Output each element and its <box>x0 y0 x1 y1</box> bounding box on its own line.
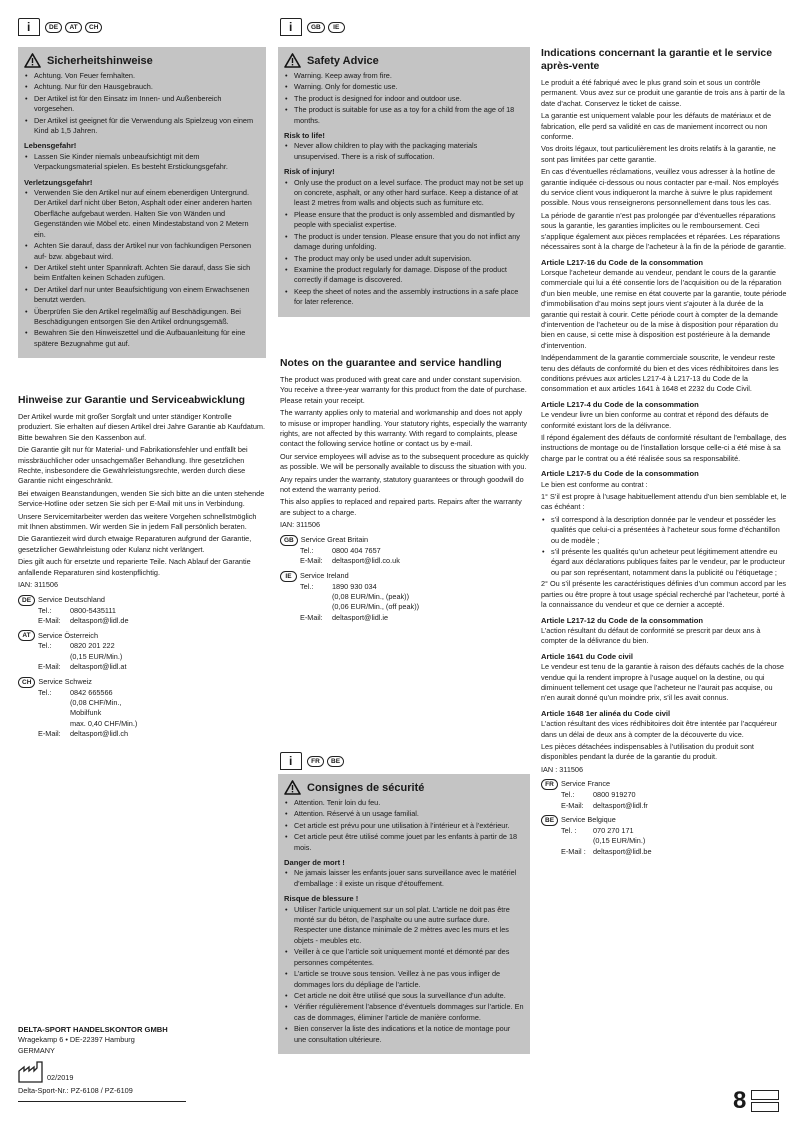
contact-value: 070 270 171 <box>593 826 634 835</box>
contact-value: 0800 919270 <box>593 790 636 800</box>
service-contact <box>541 779 787 811</box>
service-name: Service Deutschland <box>38 594 105 604</box>
section-title: Indications concernant la garantie et le service après-vente <box>541 48 772 72</box>
page-number-text: 8 <box>733 1087 747 1114</box>
list-item: • Warning. Keep away from fire. <box>284 71 524 81</box>
contact-label: Tel.: <box>561 790 575 800</box>
contact-value: (0,15 EUR/Min.) <box>593 836 646 846</box>
safety-subheading: Risk to life! <box>284 131 325 141</box>
list-item: • Der Artikel ist geeignet für die Verwendung als Spielzeug von einem Kind ab 1,5 Jahren. <box>24 116 260 137</box>
service-heading <box>18 630 266 641</box>
service-name: Service Schweiz <box>38 676 92 686</box>
list-item: • Cet article peut être utilisé comme jouet par les enfants à partir de 18 mois. <box>284 832 524 853</box>
list-item: • Ne jamais laisser les enfants jouer sans surveillance avec le matériel d’emballage : il existe un risque d’étouffement. <box>284 868 524 889</box>
contact-label: E-Mail : <box>561 846 586 856</box>
guarantee-section-en <box>280 357 530 623</box>
service-contact <box>280 571 530 624</box>
paragraph: Indépendamment de la garantie commerciale souscrite, le vendeur reste tenu des défauts de conformité du bien et des vices rédhibitoires dans les conditions prévues aux articles L217-4 à L217-13 du Code de la consommation et aux articles 1641 à 1648 et 2232 du Code Civil. <box>541 353 779 394</box>
contact-value: (0,06 EUR/Min., (off peak)) <box>332 602 420 612</box>
contact-label <box>561 836 593 846</box>
service-heading <box>18 595 266 606</box>
service-heading <box>541 815 787 826</box>
country-badge: DE <box>45 22 62 33</box>
contact-row <box>18 729 266 739</box>
list-item: • L’article se trouve sous tension. Veillez à ne pas vous infliger de dommages lors du dépliage de l’article. <box>284 969 524 990</box>
list-item: • Der Artikel darf nur unter Beaufsichtigung von einem Erwachsenen benutzt werden. <box>24 285 260 306</box>
language-header-de <box>18 18 102 36</box>
paragraph: L’action résultant du défaut de conformité se prescrit par deux ans à compter de la délivrance du bien. <box>541 625 761 646</box>
list-item: • Der Artikel steht unter Spannkraft. Achten Sie darauf, dass Sie sich beim Entfalten keinen Schaden zufügen. <box>24 263 260 284</box>
service-heading <box>280 571 530 582</box>
list-item: • s’il correspond à la description donnée par le vendeur et posséder les qualités que celui-ci a présentées à l’acheteur sous forme d’échantillon ou de modèle ; <box>541 515 787 546</box>
contact-label: Tel.: <box>38 641 52 651</box>
page-number <box>733 1088 779 1114</box>
contact-label: E-Mail: <box>300 556 323 566</box>
safety-list <box>284 178 524 308</box>
service-contact <box>541 815 787 857</box>
warning-icon <box>284 780 301 795</box>
contact-label: E-Mail: <box>300 612 323 622</box>
contact-row <box>280 582 530 592</box>
contact-label: Tel. : <box>561 826 577 835</box>
list-item: • The product is designed for indoor and outdoor use. <box>284 94 524 104</box>
contact-value: (0,08 CHF/Min., <box>70 697 122 707</box>
safety-title-text: Safety Advice <box>307 54 379 67</box>
list-item: • Der Artikel ist für den Einsatz im Innen- und Außenbereich vorgesehen. <box>24 94 260 115</box>
language-header-en <box>280 18 345 36</box>
contact-row <box>541 847 787 857</box>
contact-row <box>280 546 530 556</box>
country-badge: BE <box>327 756 344 767</box>
manufacturer-footer <box>18 1025 188 1102</box>
article-heading: Article 1641 du Code civil <box>541 651 634 661</box>
list-item: • The product is suitable for use as a toy for a child from the age of 18 months. <box>284 105 524 126</box>
safety-box-de <box>18 47 266 358</box>
contact-label: Tel.: <box>300 581 314 591</box>
contact-label <box>300 592 332 602</box>
service-name: Service Great Britain <box>300 534 369 544</box>
paragraph: IAN : 311506 <box>541 764 584 774</box>
paragraph: 2° Ou s’il présente les caractéristiques définies d’un commun accord par les parties ou être propre à tout usage spécial recherché par l’acheteur, porté à la connaissance du vendeur et que ce dernier a accepté. <box>541 579 787 610</box>
country-badge: GB <box>307 22 325 33</box>
list-item: • Achtung. Von Feuer fernhalten. <box>24 71 260 81</box>
service-contact <box>280 535 530 567</box>
paragraph: The warranty applies only to material and workmanship and does not apply to misuse or improper handling. Your statutory rights, especially the warranty rights, are not affected by this warranty. With regard to complaints, please contact the following service hotline or contact us by e-mail. <box>280 408 528 449</box>
country-badge: DE <box>18 595 35 606</box>
info-book-icon <box>18 18 40 36</box>
paragraph: Die Garantiezeit wird durch etwaige Reparaturen aufgrund der Garantie, gesetzlicher Gewährleistung oder Kulanz nicht verlängert. <box>18 534 252 554</box>
contact-row <box>280 602 530 612</box>
article-heading: Article L217-16 du Code de la consommation <box>541 257 704 267</box>
contact-value: deltasport@lidl.at <box>70 662 127 672</box>
safety-list <box>284 905 524 1045</box>
service-contact <box>18 677 266 740</box>
warning-icon <box>24 53 41 68</box>
contact-row <box>280 592 530 602</box>
contact-label: Tel.: <box>38 687 52 697</box>
safety-list <box>284 868 524 889</box>
safety-box-en <box>278 47 530 317</box>
service-name: Service Ireland <box>300 570 349 580</box>
service-name: Service Österreich <box>38 630 99 640</box>
paragraph: Vos droits légaux, tout particulièrement les droits relatifs à la garantie, ne sont pas limitées par cette garantie. <box>541 144 776 164</box>
paragraph: Die Garantie gilt nur für Material- und Fabrikationsfehler und entfällt bei missbräuchlicher oder unsachgemäßer Behandlung. Ihre gesetzlichen Rechte, insbesondere die Gewährleistungsrechte, werden durch diese Garantie nicht eingeschränkt. <box>18 445 248 486</box>
safety-list <box>284 141 524 162</box>
list-item: • Verwenden Sie den Artikel nur auf einem ebenerdigen Untergrund. Der Artikel darf nicht über Beton, Asphalt oder einer anderen harten Oberfläche aufgebaut werden. Halten Sie von Wänden und Gegenständen wie Möbel etc. einen Mindestabstand von 2 Metern ein. <box>24 188 260 240</box>
contact-row <box>18 662 266 672</box>
paragraph: Le vendeur est tenu de la garantie à raison des défauts cachés de la chose vendue qui la rendent impropre à l’usage auquel on la destine, ou qui diminuent tellement cet usage que l’acheteur ne l’aurait pas acquise, ou n’en aurait donné qu’un moindre prix, s’il les avait connus. <box>541 662 784 703</box>
contact-row <box>18 719 266 729</box>
service-heading <box>18 677 266 688</box>
paragraph: Lorsque l’acheteur demande au vendeur, pendant le cours de la garantie commerciale qui lui a été consentie lors de l’acquisition ou de la réparation d’un bien meuble, une remise en état couverte par la garantie, toute période d’immobilisation d’au moins sept jours vient s’ajouter à la durée de la garantie qui restait à courir. Cette période court à compter de la demande d’intervention de l’acheteur ou de la mise à disposition pour réparation du bien en cause, si cette mise à disposition est postérieure à la demande d’intervention. <box>541 267 787 350</box>
paragraph: Le bien est conforme au contrat : <box>541 479 648 489</box>
list-item: • Bien conserver la liste des indications et la notice de montage pour une consultation ultérieure. <box>284 1024 524 1045</box>
article-heading: Article 1648 1er alinéa du Code civil <box>541 708 671 718</box>
country-badge: CH <box>18 677 35 688</box>
paragraph: IAN: 311506 <box>18 580 59 590</box>
paragraph: Les pièces détachées indispensables à l’utilisation du produit sont disponibles pendant la durée de la garantie du produit. <box>541 741 754 762</box>
contact-value: deltasport@lidl.co.uk <box>332 556 400 566</box>
info-book-icon <box>280 18 302 36</box>
contact-value: deltasport@lidl.fr <box>593 800 648 810</box>
contact-label <box>38 698 70 708</box>
booklet-icon <box>751 1090 779 1112</box>
contact-value: 0800 404 7657 <box>332 545 381 555</box>
paragraph: La période de garantie n’est pas prolongée par d’éventuelles réparations sous la garantie, les garanties implicites ou le remboursement. Ceci s’applique également aux pièces remplacées et réparées. Les réparations nécessaires sont à la charge de l’acheteur à la fin de la période de garantie. <box>541 210 787 252</box>
safety-list <box>284 798 524 853</box>
info-book-icon <box>280 752 302 770</box>
contact-value: 0800-5435111 <box>70 605 116 615</box>
service-heading <box>280 535 530 546</box>
divider <box>18 1101 186 1102</box>
guarantee-section-fr <box>541 47 787 857</box>
contact-value: deltasport@lidl.ie <box>332 612 389 622</box>
contact-row <box>18 606 266 616</box>
list-item: • Keep the sheet of notes and the assembly instructions in a safe place for later reference. <box>284 287 524 308</box>
article-number: Delta-Sport-Nr.: PZ-6108 / PZ-6109 <box>18 1086 133 1096</box>
list-item: • Attention. Réservé à un usage familial. <box>284 809 524 819</box>
contact-value: (0,15 EUR/Min.) <box>70 651 123 661</box>
country-badge: CH <box>85 22 102 33</box>
paragraph: The product was produced with great care and under constant supervision. You receive a three-year warranty for this product from the date of purchase. Please retain your receipt. <box>280 375 527 405</box>
contact-row <box>18 616 266 626</box>
language-header-fr <box>280 752 344 770</box>
contact-value: 0842 665566 <box>70 687 113 697</box>
contact-label: Tel.: <box>300 545 314 555</box>
contact-label: E-Mail: <box>38 662 61 672</box>
contact-value: (0,08 EUR/Min., (peak)) <box>332 591 410 601</box>
service-contact <box>18 630 266 672</box>
safety-subheading: Lebensgefahr! <box>24 141 77 151</box>
contact-value: deltasport@lidl.de <box>70 615 129 625</box>
list-item: • Achten Sie darauf, dass der Artikel nur von fachkundigen Personen auf- bzw. abgebaut wird. <box>24 241 260 262</box>
contact-label <box>38 719 70 729</box>
list-item: • Bewahren Sie den Hinweiszettel und die Aufbauanleitung für eine spätere Bezugnahme gut auf. <box>24 328 260 349</box>
paragraph: En cas d’éventuelles réclamations, veuillez vous adresser à la hotline de garantie indiquée ci-dessous ou nous contacter par e-mail. Nos employés du service client vous indiqueront la marche à suivre le plus rapidement possible. Nous vous renseignerons personnellement dans tous les cas. <box>541 167 779 208</box>
list-item: • Cet article ne doit être utilisé que sous la surveillance d’un adulte. <box>284 991 524 1001</box>
safety-list <box>24 188 260 349</box>
paragraph: Unsere Servicemitarbeiter werden das weitere Vorgehen schnellstmöglich mit Ihnen abstimmen. Wir werden Sie in jedem Fall persönlich beraten. <box>18 511 257 532</box>
manufacture-date: 02/2019 <box>47 1072 74 1082</box>
contact-row <box>18 652 266 662</box>
list-item: • s’il présente les qualités qu’un acheteur peut légitimement attendre eu égard aux déclarations publiques faites par le vendeur, par le producteur ou par son représentant, notamment dans la publicité ou l’étiquetage ; <box>541 547 787 578</box>
country-badge: AT <box>18 630 35 641</box>
contact-row <box>541 801 787 811</box>
safety-subheading: Verletzungsgefahr! <box>24 177 93 187</box>
company-name: DELTA-SPORT HANDELSKONTOR GMBH <box>18 1025 168 1034</box>
country-badge: GB <box>280 535 298 546</box>
safety-title <box>24 53 260 68</box>
safety-list <box>284 71 524 126</box>
guarantee-section-de <box>18 394 266 740</box>
section-title: Notes on the guarantee and service handling <box>280 358 502 369</box>
service-heading <box>541 779 787 790</box>
article-heading: Article L217-12 du Code de la consommation <box>541 615 704 625</box>
list-item: • Attention. Tenir loin du feu. <box>284 798 524 808</box>
paragraph: Our service employees will advise as to the subsequent procedure as quickly as possible. We will be personally available to discuss the situation with you. <box>280 451 529 472</box>
contact-label <box>38 708 70 718</box>
country-badge: BE <box>541 815 558 826</box>
company-address: Wragekamp 6 • DE-22397 Hamburg <box>18 1035 135 1045</box>
list-item: • Vérifier régulièrement l’absence d’éventuels dommages sur l’article. En cas de dommages, éliminer l’article de manière conforme. <box>284 1002 524 1023</box>
factory-icon <box>18 1061 44 1083</box>
paragraph: La garantie est uniquement valable pour les défauts de matériaux et de fabrication, elle perd sa validité en cas de maniement incorrect ou non conforme. <box>541 111 772 142</box>
paragraph: Le vendeur livre un bien conforme au contrat et répond des défauts de conformité existant lors de la délivrance. <box>541 410 769 430</box>
contact-value: 0820 201 222 <box>70 641 115 651</box>
company-country: GERMANY <box>18 1045 55 1055</box>
list-item: • Please ensure that the product is only assembled and dismantled by people with specialist expertise. <box>284 210 524 231</box>
paragraph: Bei etwaigen Beanstandungen, wenden Sie sich bitte an die unten stehende Service-Hotline oder setzen Sie sich per E-Mail mit uns in Verbindung. <box>18 488 265 509</box>
safety-subheading: Risk of injury! <box>284 167 335 177</box>
country-badge: IE <box>280 571 297 582</box>
list-item: • Never allow children to play with the packaging materials unsupervised. There is a risk of suffocation. <box>284 141 524 162</box>
paragraph: This also applies to replaced and repaired parts. Repairs after the warranty are subject to a charge. <box>280 497 522 517</box>
list-item: • Lassen Sie Kinder niemals unbeaufsichtigt mit dem Verpackungsmaterial spielen. Es besteht Erstickungsgefahr. <box>24 152 260 173</box>
contact-row <box>18 698 266 708</box>
country-badge: FR <box>307 756 324 767</box>
list-item: • Cet article est prévu pour une utilisation à l’intérieur et à l’extérieur. <box>284 821 524 831</box>
safety-list <box>24 71 260 136</box>
article-list <box>541 515 787 578</box>
safety-title <box>284 53 524 68</box>
safety-box-fr <box>278 774 530 1054</box>
service-name: Service France <box>561 779 611 789</box>
list-item: • Veiller à ce que l’article soit uniquement monté et démonté par des personnes compétentes. <box>284 947 524 968</box>
contact-label: E-Mail: <box>561 800 584 810</box>
safety-title-text: Sicherheitshinweise <box>47 54 153 67</box>
contact-label <box>300 602 332 612</box>
paragraph: Le produit a été fabriqué avec le plus grand soin et sous un contrôle permanent. Vous avez sur ce produit une garantie de trois ans à partir de la date d’achat. Conservez le ticket de caisse. <box>541 78 785 108</box>
list-item: • Examine the product regularly for damage. Dispose of the product correctly if damage is discovered. <box>284 265 524 286</box>
contact-row <box>18 688 266 698</box>
contact-label: E-Mail: <box>38 729 61 739</box>
country-badge: AT <box>65 22 82 33</box>
service-name: Service Belgique <box>561 815 616 825</box>
paragraph: Il répond également des défauts de conformité résultant de l’emballage, des instructions de montage ou de l’installation lorsque celle-ci a été mise à sa charge par le contrat ou a été réalisée sous sa responsabilité. <box>541 433 787 463</box>
contact-value: Mobilfunk <box>70 708 102 718</box>
contact-row <box>541 826 787 836</box>
contact-row <box>280 556 530 566</box>
safety-list <box>24 152 260 173</box>
contact-label <box>38 652 70 662</box>
contact-value: 1890 930 034 <box>332 581 377 591</box>
contact-label: E-Mail: <box>38 615 61 625</box>
contact-row <box>541 836 787 846</box>
paragraph: Any repairs under the warranty, statutory guarantees or through goodwill do not extend the warranty period. <box>280 474 524 495</box>
contact-value: deltasport@lidl.be <box>593 846 652 856</box>
warning-icon <box>284 53 301 68</box>
contact-value: max. 0,40 CHF/Min.) <box>70 718 138 728</box>
country-badge: FR <box>541 779 558 790</box>
contact-row <box>280 613 530 623</box>
article-heading: Article L217-5 du Code de la consommation <box>541 469 699 479</box>
contact-row <box>18 641 266 651</box>
list-item: • The product may only be used under adult supervision. <box>284 254 524 264</box>
safety-subheading: Danger de mort ! <box>284 858 345 868</box>
article-heading: Article L217-4 du Code de la consommation <box>541 399 699 409</box>
service-contact <box>18 595 266 627</box>
paragraph: Der Artikel wurde mit großer Sorgfalt und unter ständiger Kontrolle produziert. Sie erhalten auf diesen Artikel drei Jahre Garantie ab Kaufdatum. Bitte bewahren Sie den Kassenbon auf. <box>18 412 266 442</box>
safety-title <box>284 780 524 795</box>
paragraph: L’action résultant des vices rédhibitoires doit être intentée par l’acquéreur dans un délai de deux ans à compter de la découverte du vice. <box>541 719 778 739</box>
list-item: • Utiliser l’article uniquement sur un sol plat. L’article ne doit pas être monté sur du béton, de l’asphalte ou une autre surface dure. Respecter une distance minimale de 2 mètres avec les murs et les objets - meubles etc. <box>284 905 524 947</box>
contact-row <box>18 708 266 718</box>
paragraph: Dies gilt auch für ersetzte und reparierte Teile. Nach Ablauf der Garantie anfallende Reparaturen sind kostenpflichtig. <box>18 557 251 577</box>
list-item: • Warning. Only for domestic use. <box>284 82 524 92</box>
list-item: • Only use the product on a level surface. The product may not be set up on concrete, asphalt, or any other hard surface. Keep a distance of at least 2 metres from walls and objects such as furniture etc. <box>284 178 524 209</box>
contact-label: Tel.: <box>38 605 52 615</box>
safety-subheading: Risque de blessure ! <box>284 894 359 904</box>
paragraph: IAN: 311506 <box>280 520 321 530</box>
section-title: Hinweise zur Garantie und Serviceabwicklung <box>18 395 245 406</box>
list-item: • Überprüfen Sie den Artikel regelmäßig auf Beschädigungen. Bei Beschädigungen entsorgen Sie den Artikel ordnungsgemäß. <box>24 307 260 328</box>
safety-title-text: Consignes de sécurité <box>307 781 425 794</box>
list-item: • The product is under tension. Please ensure that you do not inflict any damage during unfolding. <box>284 232 524 253</box>
country-badge: IE <box>328 22 345 33</box>
list-item: • Achtung. Nur für den Hausgebrauch. <box>24 82 260 92</box>
contact-row <box>541 790 787 800</box>
paragraph: 1° S’il est propre à l’usage habituellement attendu d’un bien semblable et, le cas échéant : <box>541 492 787 512</box>
contact-value: deltasport@lidl.ch <box>70 729 129 739</box>
